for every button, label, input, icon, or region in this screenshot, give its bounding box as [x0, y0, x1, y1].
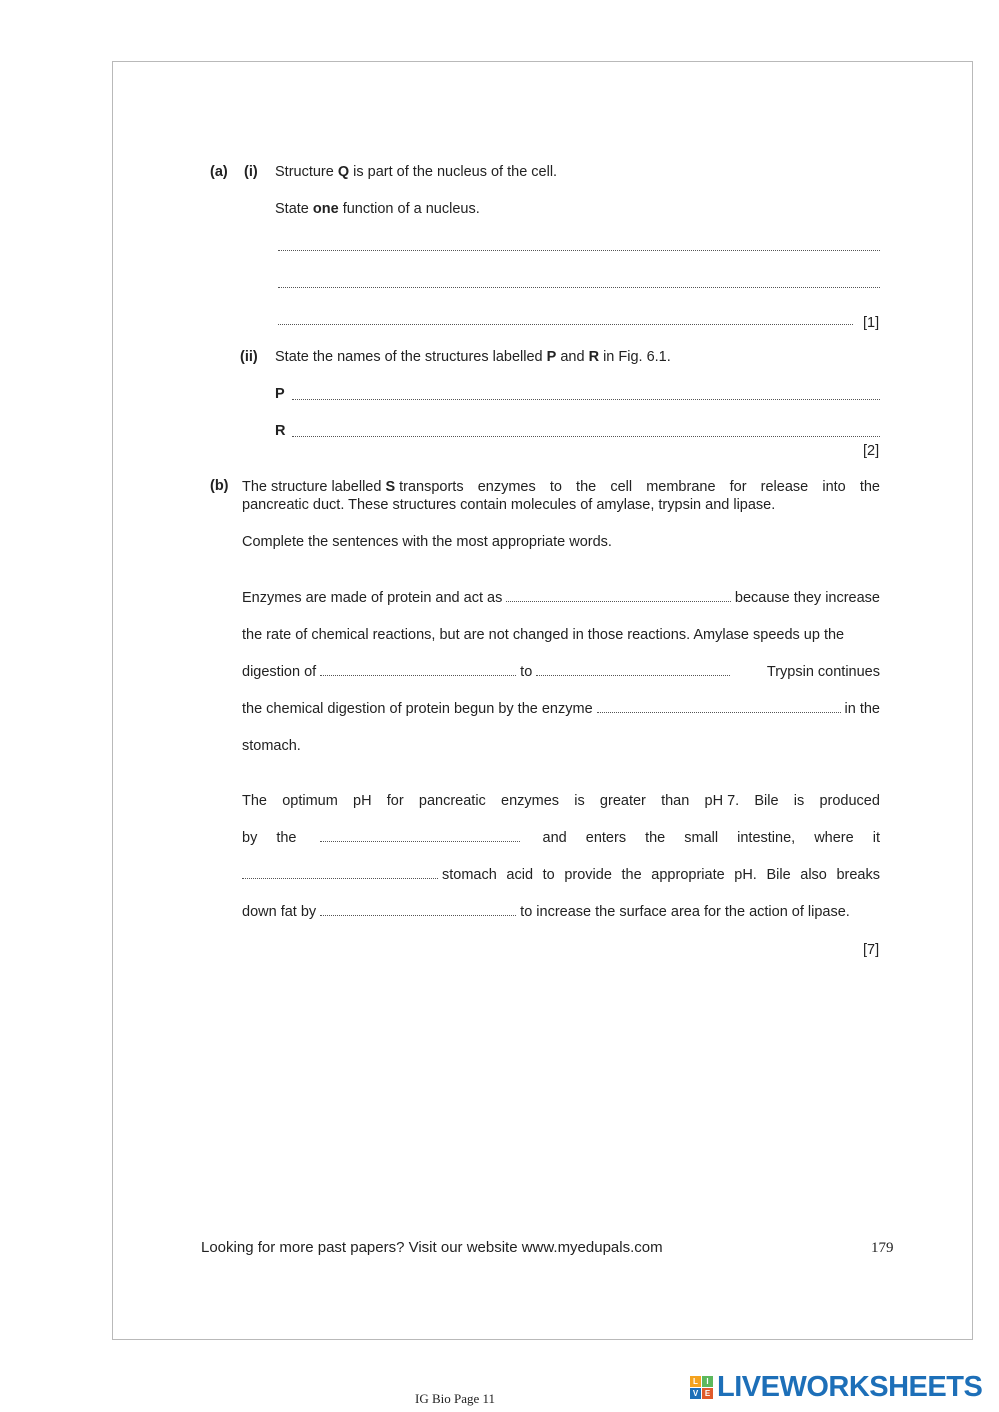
- part-a-ii-label: (ii): [240, 349, 258, 365]
- question-a-i-line2: State one function of a nucleus.: [275, 201, 480, 217]
- bottom-page-label: IG Bio Page 11: [415, 1391, 496, 1406]
- answer-line-a-i-1[interactable]: [278, 250, 880, 251]
- mark-b: [7]: [863, 942, 880, 958]
- part-b-label: (b): [210, 478, 229, 494]
- page-number: 179: [871, 1240, 894, 1256]
- label-r: R: [275, 423, 286, 439]
- answer-line-r[interactable]: [292, 436, 880, 437]
- blank-amylase-digests[interactable]: [320, 663, 516, 676]
- blank-stomach-enzyme[interactable]: [597, 700, 841, 713]
- answer-line-p[interactable]: [292, 399, 880, 400]
- blank-amylase-product[interactable]: [536, 663, 730, 676]
- mark-a-ii: [2]: [863, 443, 880, 459]
- question-a-ii: State the names of the structures labelled P and R in Fig. 6.1.: [275, 349, 671, 365]
- blank-enzymes-act-as[interactable]: [506, 589, 731, 602]
- footer-text: Looking for more past papers? Visit our website www.myedupals.com: [201, 1239, 663, 1256]
- cloze-paragraph-1: Enzymes are made of protein and act as because they increase the rate of chemical reactions, but are not changed in those reactions. Amylase speeds up the digestion of to Trypsin continues the chemical digestion of protein begun by the enzyme in the stomach.: [242, 590, 880, 754]
- liveworksheets-logo: [690, 1372, 982, 1402]
- brand-name: LIVEWORKSHEETS: [717, 1371, 983, 1403]
- logo-tiles-icon: L I V E: [690, 1376, 713, 1399]
- part-b-instruction: Complete the sentences with the most appropriate words.: [242, 534, 612, 550]
- blank-fat-breakdown[interactable]: [320, 903, 516, 916]
- part-a-i-label: (i): [244, 164, 258, 180]
- blank-bile-produced-by[interactable]: [320, 829, 520, 842]
- label-p: P: [275, 386, 285, 402]
- answer-line-a-i-2[interactable]: [278, 287, 880, 288]
- part-a-label: (a): [210, 164, 228, 180]
- mark-a-i: [1]: [863, 315, 880, 331]
- blank-bile-action[interactable]: [242, 866, 438, 879]
- answer-line-a-i-3[interactable]: [278, 324, 853, 325]
- cloze-paragraph-2: The optimum pH for pancreatic enzymes is greater than pH 7. Bile is produced by the and enters the small intestine, where it stomach acid to provide the appropriate pH. Bile also breaks down fat by to increase the surface area for the action of lipase.: [242, 793, 880, 920]
- question-a-i-line1: Structure Q is part of the nucleus of the cell.: [275, 164, 558, 180]
